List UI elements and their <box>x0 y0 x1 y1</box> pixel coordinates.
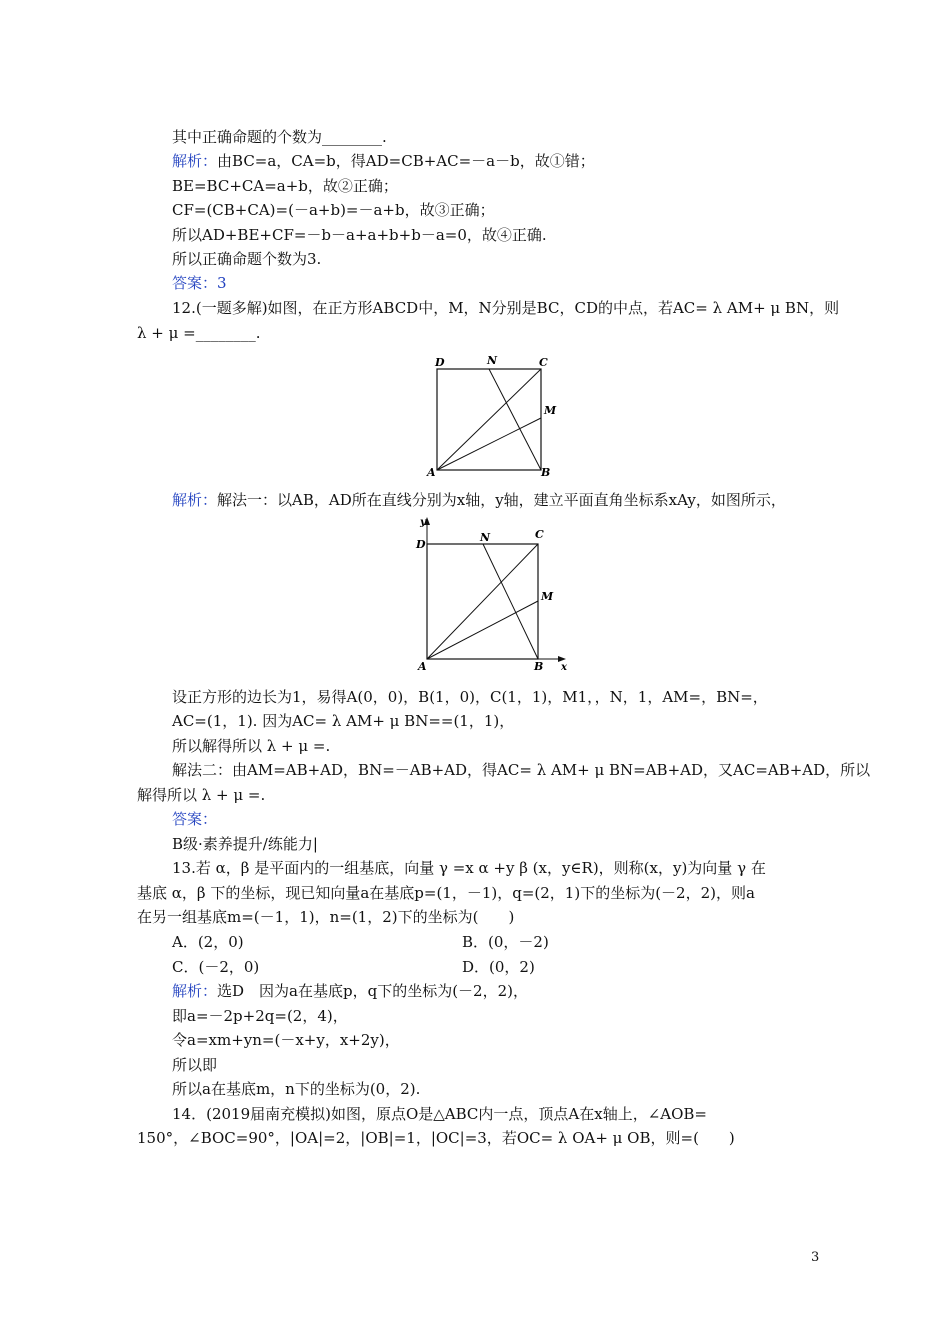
line-count-question: 其中正确命题的个数为________. <box>172 128 387 146</box>
solution-13-line-5: 所以a在基底m，n下的坐标为(0，2). <box>172 1080 421 1098</box>
solution-line-5: 所以正确命题个数为3. <box>172 250 322 268</box>
label-c: C <box>539 356 548 369</box>
label-y: y <box>420 517 426 528</box>
solution-text: 由BC=a，CA=b，得AD=CB+AC=－a－b，故①错； <box>217 152 595 170</box>
solution-label: 解析： <box>172 491 218 509</box>
solution-label: 解析： <box>172 982 218 1000</box>
solution-13-line-3: 令a=xm+yn=(－x+y，x+2y)， <box>172 1031 400 1049</box>
solution-12-line-3: AC=(1，1). 因为AC= λ AM+ μ BN==(1，1)， <box>172 712 515 730</box>
solution-12-method-2: 解法二：由AM=AB+AD，BN=－AB+AD，得AC= λ AM+ μ BN=AB+AD，又AC=AB+AD，所以 <box>172 761 871 779</box>
solution-12-line-2: 设正方形的边长为1，易得A(0，0)，B(1，0)，C(1，1)，M1，，N，1，AM=，BN=， <box>172 688 768 706</box>
section-level-b: B级·素养提升/练能力| <box>172 835 318 853</box>
label-a: A <box>427 466 436 479</box>
solution-text: 解法一：以AB，AD所在直线分别为x轴，y轴，建立平面直角坐标系xAy，如图所示， <box>217 491 786 509</box>
question-14-line-2: 150°，∠BOC=90°，|OA|=2，|OB|=1，|OC|=3，若OC= λ OA+ μ OB，则=( ) <box>137 1129 735 1147</box>
solution-text: 选D 因为a在基底p，q下的坐标为(－2，2)， <box>217 982 528 1000</box>
option-a: A．(2，0) <box>172 933 244 951</box>
question-12-line-1: 12.(一题多解)如图，在正方形ABCD中，M，N分别是BC，CD的中点，若AC= λ AM+ μ BN，则 <box>172 299 840 317</box>
solution-12-method-1 <box>172 490 786 510</box>
line-ac <box>427 544 538 659</box>
answer-12: 答案： <box>172 810 218 828</box>
question-12-line-2: λ + μ =________. <box>137 324 261 342</box>
solution-line-4: 所以AD+BE+CF=－b－a+a+b+b－a=0，故④正确. <box>172 226 547 244</box>
solution-12-line-4: 所以解得所以 λ + μ =. <box>172 737 331 755</box>
label-d: D <box>416 538 426 551</box>
line-ac <box>437 369 541 470</box>
option-d: D．(0，2) <box>462 958 535 976</box>
question-13-line-2: 基底 α，β 下的坐标，现已知向量a在基底p=(1，－1)，q=(2，1)下的坐标为(－2，2)，则a <box>137 884 755 902</box>
label-b: B <box>541 466 551 479</box>
option-c: C．(－2，0) <box>172 958 260 976</box>
option-b: B．(0，－2) <box>462 933 549 951</box>
label-x: x <box>561 662 567 673</box>
solution-line-3: CF=(CB+CA)=(－a+b)=－a+b，故③正确； <box>172 201 495 219</box>
label-b: B <box>534 660 544 673</box>
question-14-line-1: 14．(2019届南充模拟)如图，原点O是△ABC内一点，顶点A在x轴上，∠AOB= <box>172 1105 707 1123</box>
line-am <box>437 418 541 470</box>
solution-label: 解析： <box>172 152 218 170</box>
question-13-line-3: 在另一组基底m=(－1，1)，n=(1，2)下的坐标为( ) <box>137 908 515 926</box>
solution-line-2: BE=BC+CA=a+b，故②正确； <box>172 177 398 195</box>
square-figure-1 <box>420 350 560 480</box>
label-n: N <box>480 531 491 544</box>
solution-13-line-4: 所以即 <box>172 1056 218 1074</box>
page-number: 3 <box>811 1250 820 1265</box>
line-bn <box>483 544 538 659</box>
label-c: C <box>535 528 544 541</box>
line-bn <box>489 369 541 470</box>
answer-11: 答案：3 <box>172 274 227 292</box>
solution-13-line-2: 即a=－2p+2q=(2，4)， <box>172 1007 348 1025</box>
solution-line-1 <box>172 151 595 171</box>
label-d: D <box>435 356 445 369</box>
label-n: N <box>487 354 498 367</box>
coordinate-figure-2 <box>410 513 575 673</box>
label-m: M <box>541 590 554 603</box>
label-a: A <box>418 660 427 673</box>
solution-13-line-1 <box>172 981 528 1001</box>
label-m: M <box>544 404 557 417</box>
question-13-line-1: 13.若 α，β 是平面内的一组基底，向量 γ =x α +y β (x，y∈R)，则称(x，y)为向量 γ 在 <box>172 859 766 877</box>
line-am <box>427 601 538 659</box>
solution-12-line-6: 解得所以 λ + μ =. <box>137 786 266 804</box>
